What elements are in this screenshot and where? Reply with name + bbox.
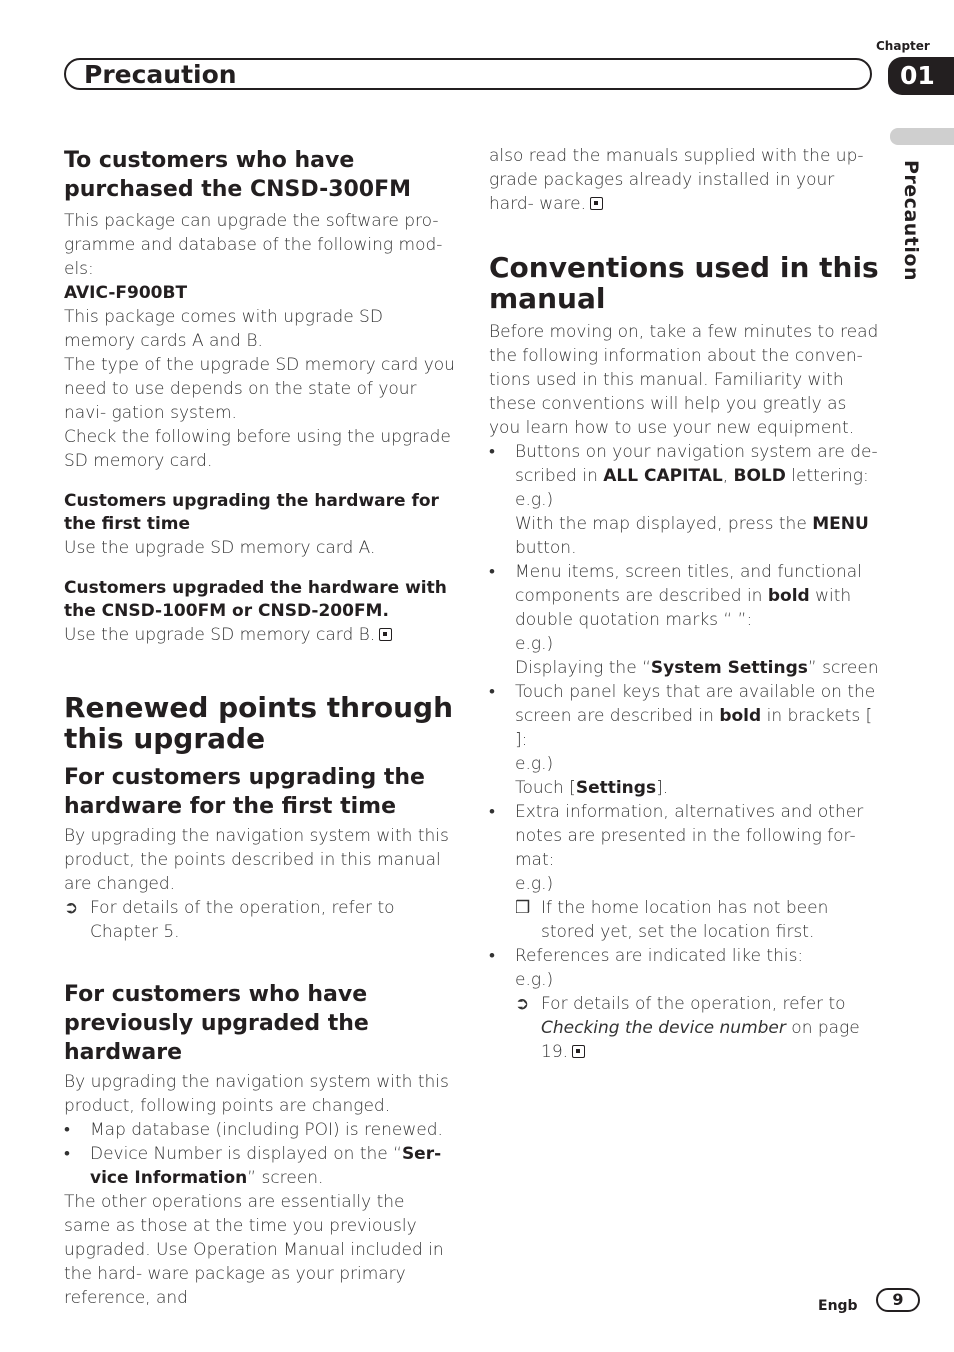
side-tab-marker xyxy=(890,128,954,145)
list-item: • Touch panel keys that are available on the screen are described in bold in brackets [ ]: xyxy=(489,680,881,752)
paragraph: Use the upgrade SD memory card B. xyxy=(64,623,456,647)
subheading-first-time: Customers upgrading the hardware for the first time xyxy=(64,491,439,534)
example-text: Touch [Settings]. xyxy=(515,778,669,798)
right-column xyxy=(489,144,881,1064)
footer-language: Engb xyxy=(818,1298,858,1314)
reference-item: ➲ For details of the operation, refer to Chapter 5. xyxy=(64,898,395,942)
chapter-label: Chapter xyxy=(876,39,930,53)
example-label: e.g.) xyxy=(515,634,554,654)
chapter-number-tab: 01 xyxy=(888,57,954,95)
example-text: Displaying the “System Settings” screen xyxy=(515,658,879,678)
section-heading-renewed: Renewed points through this upgrade xyxy=(64,691,454,755)
reference-arrow-icon: ➲ xyxy=(515,994,530,1014)
end-mark-icon xyxy=(379,628,392,641)
paragraph: also read the manuals supplied with the up- grade packages already installed in your hard- ware. xyxy=(489,146,864,214)
page-number: 9 xyxy=(876,1288,920,1312)
subheading-upgraded: Customers upgraded the hardware with the CNSD-100FM or CNSD-200FM. xyxy=(64,578,447,621)
example-label: e.g.) xyxy=(515,490,554,510)
paragraph: By upgrading the navigation system with this product, the points described in this manual are changed. xyxy=(64,826,449,894)
end-mark-icon xyxy=(590,197,603,210)
example-text: With the map displayed, press the MENU button. xyxy=(515,514,869,558)
left-column xyxy=(64,146,456,1310)
paragraph: Check the following before using the upgrade SD memory card. xyxy=(64,427,451,471)
paragraph: This package can upgrade the software pro- gramme and database of the following mod- els: xyxy=(64,211,443,279)
example-label: e.g.) xyxy=(515,874,554,894)
example-label: e.g.) xyxy=(515,970,554,990)
section-heading-cnsd300: To customers who have purchased the CNSD-300FM xyxy=(64,148,412,202)
end-mark-icon xyxy=(572,1045,585,1058)
paragraph: Use the upgrade SD memory card A. xyxy=(64,538,376,558)
paragraph: By upgrading the navigation system with this product, following points are changed. xyxy=(64,1072,449,1116)
list-item: • Device Number is displayed on the “Ser- vice Information” screen. xyxy=(64,1142,456,1190)
list-item: • Extra information, alternatives and other notes are presented in the following for- mat: xyxy=(489,800,881,872)
list-item: • Menu items, screen titles, and functional components are described in bold with double quotation marks “ ”: xyxy=(489,560,881,632)
subheading-first-time-customers: For customers upgrading the hardware for the first time xyxy=(64,765,425,819)
page-title: Precaution xyxy=(84,60,237,89)
list-item: • Buttons on your navigation system are de- scribed in ALL CAPITAL, BOLD lettering: xyxy=(489,440,881,488)
section-heading-conventions: Conventions used in this manual xyxy=(489,251,879,315)
model-name: AVIC-F900BT xyxy=(64,283,188,303)
note-box-icon: ❒ xyxy=(515,898,531,918)
reference-item: ➲ For details of the operation, refer to Checking the device number on page 19. xyxy=(515,994,860,1062)
side-section-label: Precaution xyxy=(900,160,922,281)
reference-arrow-icon: ➲ xyxy=(64,898,79,918)
list-item: • References are indicated like this: xyxy=(489,944,881,968)
paragraph: This package comes with upgrade SD memory cards A and B. xyxy=(64,307,383,351)
list-item: • Map database (including POI) is renewed. xyxy=(64,1118,456,1142)
example-label: e.g.) xyxy=(515,754,554,774)
paragraph: The other operations are essentially the same as those at the time you previously upgraded. Use Operation Manual included in the hard- ware package as your primary reference, and xyxy=(64,1192,444,1308)
paragraph: Before moving on, take a few minutes to read the following information about the conven- tions used in this manual. Familiarity with these conventions will help you greatly as you learn how to use your new equipment. xyxy=(489,322,879,438)
subheading-previous-customers: For customers who have previously upgraded the hardware xyxy=(64,982,369,1065)
note-item: ❒ If the home location has not been stored yet, set the location first. xyxy=(515,898,829,942)
paragraph: The type of the upgrade SD memory card you need to use depends on the state of your navi- gation system. xyxy=(64,355,455,423)
